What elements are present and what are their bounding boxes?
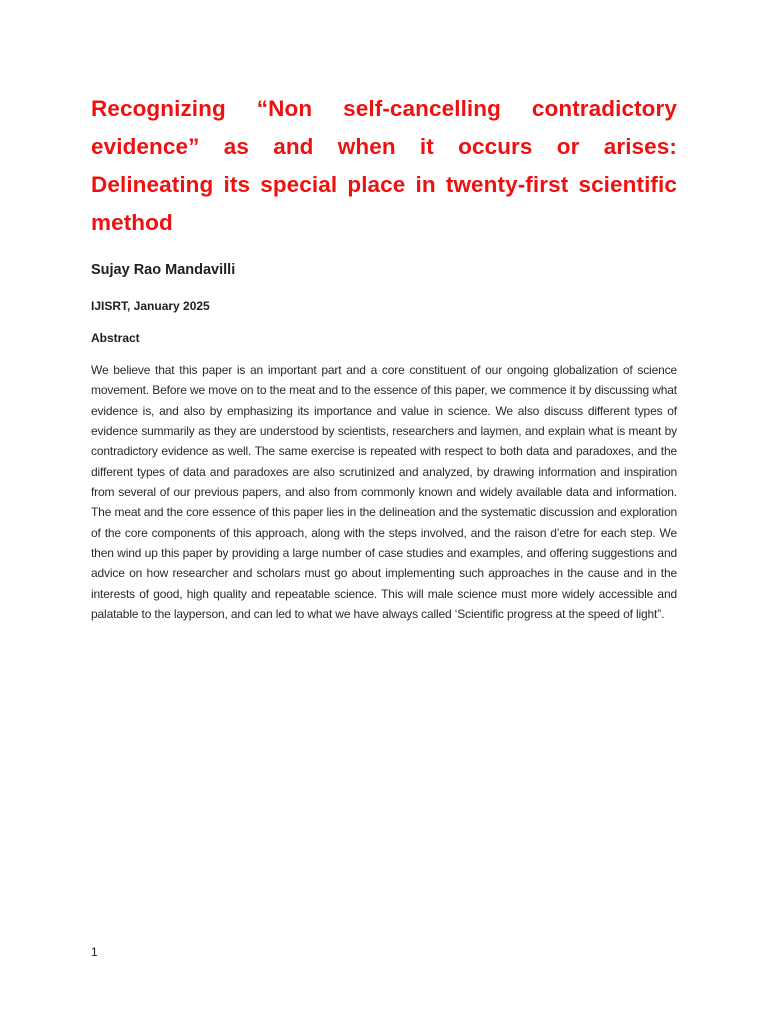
abstract-body: We believe that this paper is an important part and a core constituent of our ongoing globalization of science movement. Before we move on to the meat and to the essence of this paper, we commence it by discussing what evidence is, and also by emphasizing its importance and value in science. We also discuss different types of evidence summarily as they are understood by scientists, researchers and laymen, and explain what is meant by contradictory evidence as well. The same exercise is repeated with respect to both data and paradoxes, and the different types of data and paradoxes are also scrutinized and analyzed, by drawing information and inspiration from several of our previous papers, and also from commonly known and widely available data and information. The meat and the core essence of this paper lies in the delineation and the systematic discussion and exploration of the core components of this approach, along with the steps involved, and the raison d’etre for each step. We then wind up this paper by providing a large number of case studies and examples, and offering suggestions and advice on how researcher and scholars must go about implementing such approaches in the cause and in the interests of good, high quality and repeatable science. This will male science must more widely accessible and palatable to the layperson, and can led to what we have always called ‘Scientific progress at the speed of light”. [91,363,677,622]
author-name: Sujay Rao Mandavilli [91,262,236,278]
page-number: 1 [91,945,98,959]
paper-title: Recognizing “Non self-cancelling contradictory evidence” as and when it occurs or arises: Delineating its special place in twenty-first scientific method [91,96,677,235]
abstract-heading: Abstract [91,331,140,345]
publication-venue: IJISRT, January 2025 [91,299,210,313]
